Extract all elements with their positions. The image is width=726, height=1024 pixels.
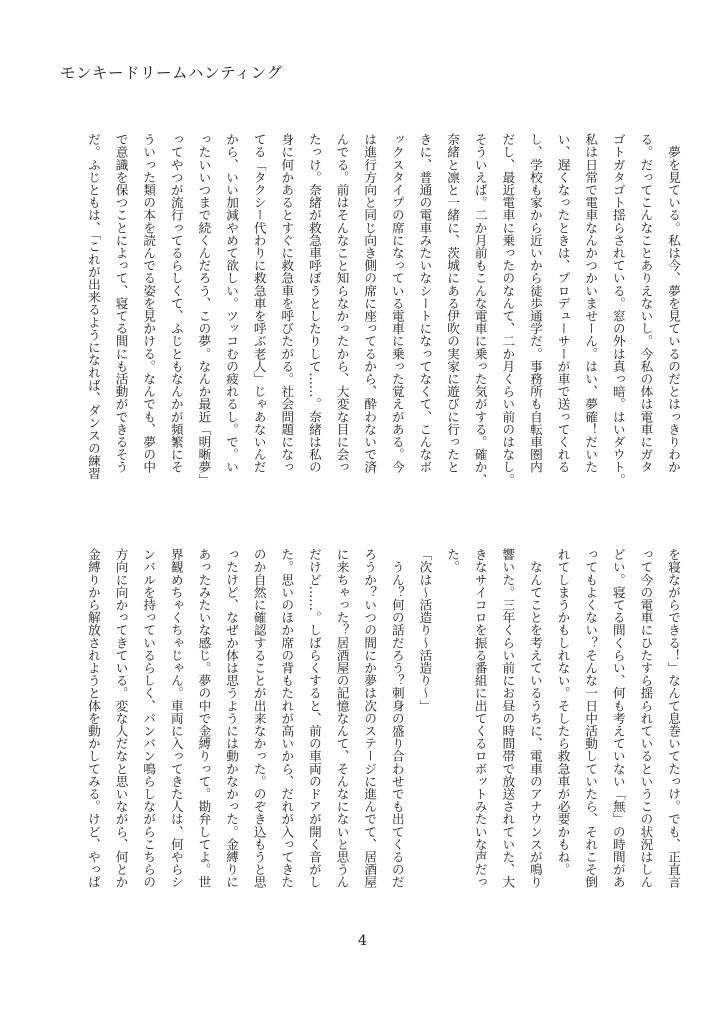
text-column: 響いた。三年くらい前にお昼の時間帯で放送されていた、大 [500,548,516,889]
text-column: のか自然に確認することが出来なかった。のぞき込もうと思 [251,548,267,889]
text-column: ったいいつまで続くんだろう、この夢。なんか最近「明晰夢」 [196,133,212,486]
text-column: で意識を保つことによって、寝てる間にも活動ができるそう [113,133,129,474]
text-column: に来ちゃった？居酒屋の記憶なんて、そんなにないと思うん [334,548,350,889]
text-column: だし、最近電車に乗ったのなんて、二か月くらい前のはなし。 [500,133,516,486]
text-tier-top [79,133,687,505]
text-column: なんてことを考えているうちに、電車のアナウンスが鳴り [527,548,543,889]
text-column: は進行方向と同じ向き側の席に座ってるから、酔わないで済 [362,133,378,474]
text-column: れてしまうかもしれない。そしたら救急車が必要かもね。 [555,548,571,876]
page-number: 4 [358,933,367,949]
text-column: うん？何の話だろう？刺身の盛り合わせでも出てくるのだ [389,548,405,889]
text-column: 方向に向かってきている。変な人だなと思いながら、何とか [113,548,129,889]
text-column: てる「タクシー代わりに救急車を呼ぶ老人」じゃあないんだ [251,133,267,474]
text-column: たっけ。奈緒が救急車呼ぼうとしたりして……。奈緒は私の [306,133,322,474]
text-column: から、いい加減やめて欲しい。ツッコむの疲れるし。で。い [224,133,239,474]
text-column: し、学校も家から近いから徒歩通学だ。事務所も自転車圏内 [527,133,543,474]
text-column: ったけど、なぜか体は思うようには動かなかった。金縛りに [224,548,239,889]
text-column: って今の電車にひたすら揺られているというこの状況はしん [638,548,654,889]
text-column: ってやつが流行ってるらしくて、ふじともなんかが頻繁にそ [168,133,184,474]
text-tier-bottom [79,548,687,920]
text-column: た。 [445,548,460,574]
running-title: モンキードリームハンティング [60,64,283,82]
text-column: た。思いのほか席の背もたれが高いから、だれが入ってきた [279,548,295,889]
text-column: 夢を見ている。私は今、夢を見ているのだとはっきりわか [666,133,681,474]
text-column: だけど……。しばらくすると、前の車両のドアが開く音がし [306,548,322,889]
text-column: ういった類の本を読んでる姿を見かける。なんでも、夢の中 [141,133,157,474]
text-column: 奈緒と凛と一緒に、茨城にある伊吹の実家に遊びに行ったと [445,133,460,474]
text-column: あったみたいな感じ。夢の中で金縛りって。勘弁してよ。世 [196,548,212,889]
text-column: 「次は～活造り～活造り～」 [417,548,433,712]
text-column: ゴトガタゴト揺らされている。窓の外は真っ暗。はいダウト。 [610,133,626,486]
text-column: 身に何かあるとすぐに救急車を呼びたがる。社会問題になっ [279,133,295,474]
text-column: ってもよくない？そんな一日中活動していたら、それこそ倒 [583,548,599,889]
text-column: ろうか？いつの間にか夢は次のステージに進んでて、居酒屋 [362,548,378,889]
text-column: きなサイコロを振る番組に出てくるロボットみたいな声だっ [472,548,488,889]
text-column: 金縛りから解放されようと体を動かしてみる。けど、やっぱ [85,548,101,889]
text-column: 界観めちゃくちゃじゃん。車両に入ってきた人は、何やらシ [168,548,184,889]
text-column: んでる。前はそんなこと知らなかったから、大変な目に会っ [334,133,350,474]
text-column: 私は日常で電車なんかつかいませーん。はい、夢確！だいた [583,133,599,474]
text-column: を寝ながらできる！」なんて息巻いてたっけ。でも、正直言 [666,548,681,889]
text-column: そういえば。二か月前もこんな電車に乗った気がする。確か、 [472,133,488,486]
text-column: きに、普通の電車みたいなシートになってなくて、こんなボ [417,133,433,474]
text-column: ンバルを持っているらしく、バンバン鳴らしながらこちらの [141,548,157,889]
text-column: だ。ふじともは、「これが出来るようになれば、ダンスの練習 [85,133,101,480]
text-column: い、遅くなったときは、プロデューサーが車で送ってくれる [555,133,571,474]
text-column: ックスタイプの席になっている電車に乗った覚えがある。今 [389,133,405,474]
text-column: る。だってこんなことありえないし。今私の体は電車にガタ [638,133,654,474]
text-column: どい。寝てる間くらい、何も考えていない「無」の時間があ [610,548,626,889]
